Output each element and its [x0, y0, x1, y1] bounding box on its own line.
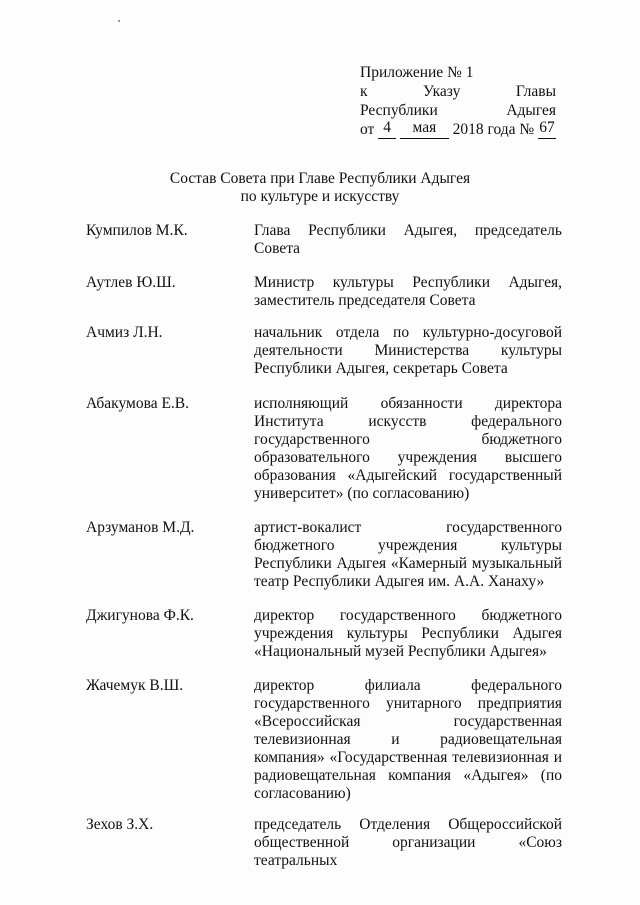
member-role: председатель Отделения Общероссийской общественной организации «Союз театральных: [254, 816, 562, 869]
member-role: Глава Республики Адыгея, председатель Совета: [254, 222, 562, 257]
decree-number: 67: [538, 120, 556, 139]
date-month: мая: [400, 120, 449, 139]
member-name: Аутлев Ю.Ш.: [86, 274, 176, 291]
document-title: [100, 170, 540, 206]
appendix-line-3: [360, 101, 556, 120]
member-role: исполняющий обязанности директора Института искусств федерального государственного бюджетного образовательного учреждения высшего образования «Адыгейский государственный университет» (по согласованию): [254, 395, 562, 502]
date-prefix: от: [360, 121, 375, 138]
member-role: начальник отдела по культурно-досуговой деятельности Министерства культуры Республики Адыгея, секретарь Совета: [254, 324, 562, 377]
title-line-1: Состав Совета при Главе Республики Адыгея: [169, 170, 471, 187]
member-name: Зехов З.Х.: [86, 816, 154, 833]
member-name: Жачемук В.Ш.: [86, 677, 184, 694]
appendix-word-glavy: Главы: [515, 83, 556, 100]
member-name: Ачмиз Л.Н.: [86, 324, 163, 341]
member-role: Министр культуры Республики Адыгея, заместитель председателя Совета: [254, 274, 562, 309]
member-name: Джигунова Ф.К.: [86, 607, 194, 624]
appendix-block: [360, 63, 556, 139]
date-year: 2018 года №: [452, 121, 535, 138]
appendix-word-ukaz: Указу: [423, 83, 461, 100]
member-role: артист-вокалист государственного бюджетного учреждения культуры Республики Адыгея «Камерный музыкальный театр Республики Адыгея им. А.А. Ханаху»: [254, 519, 562, 590]
appendix-line-2: [360, 82, 556, 101]
scan-speck: [118, 20, 120, 22]
appendix-date-line: [360, 120, 556, 139]
member-name: Арзуманов М.Д.: [86, 519, 195, 536]
member-name: Абакумова Е.В.: [86, 395, 190, 412]
date-day: 4: [378, 120, 396, 139]
appendix-word-k: к: [360, 83, 368, 100]
appendix-title: Приложение № 1: [360, 64, 474, 81]
member-name: Кумпилов М.К.: [86, 222, 188, 239]
title-line-2: по культуре и искусству: [240, 188, 400, 205]
appendix-word-adygeya: Адыгея: [506, 102, 556, 119]
member-role: директор государственного бюджетного учреждения культуры Республики Адыгея «Национальный музей Республики Адыгея»: [254, 607, 562, 660]
appendix-line-1: [360, 63, 556, 82]
member-role: директор филиала федерального государственного унитарного предприятия «Всероссийская государственная телевизионная и радиовещательная компания» «Государственная телевизионная и радиовещательная компания «Адыгея» (по согласованию): [254, 677, 562, 802]
appendix-word-respubliki: Республики: [360, 102, 438, 119]
